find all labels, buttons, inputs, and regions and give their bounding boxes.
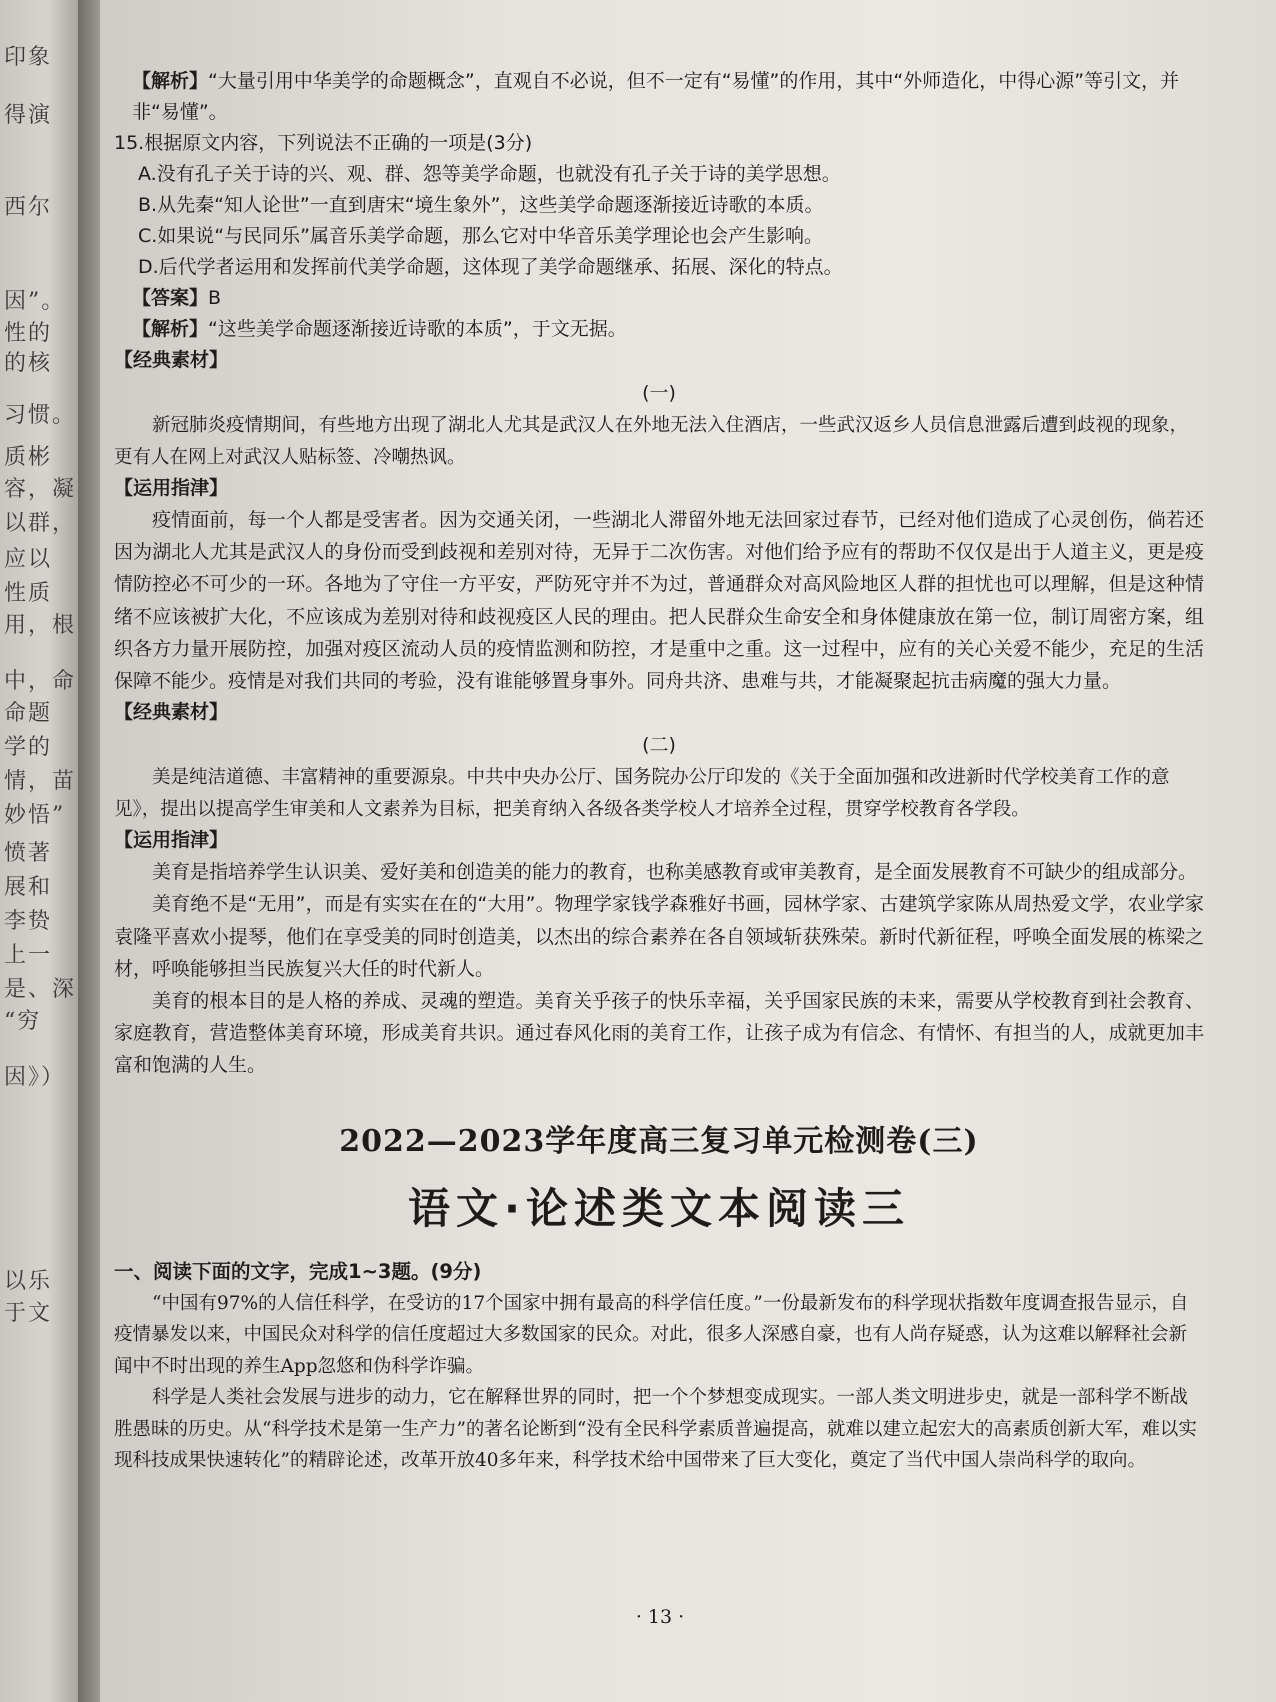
- material1-guide: 疫情面前，每一个人都是受害者。因为交通关闭，一些湖北人滞留外地无法回家过春节，已经对他们造成了心灵创伤，倘若还因为湖北人尤其是武汉人的身份而受到歧视和差别对待，无异于二次伤害。对他们给予应有的帮助不仅仅是出于人道主义，更是疫情防控必不可少的一环。各地为了守住一方平安，严防死守并不为过，普通群众对高风险地区人群的担忧也可以理解，但是这种情绪不应该被扩大化，不应该成为差别对待和歧视疫区人民的理由。把人民群众生命安全和身体健康放在第一位，制订周密方案，组织各方力量开展防控，加强对疫区流动人员的疫情监测和防控，才是重中之重。这一过程中，应有的关心关爱不能少，充足的生活保障不能少。疫情是对我们共同的考验，没有谁能够置身事外。同舟共济、患难与共，才能凝聚起抗击病魔的强大力量。: [114, 509, 1204, 693]
- section-heading: 一、阅读下面的文字，完成1~3题。(9分): [114, 1259, 482, 1283]
- previous-page-text-fragment: 命题: [4, 701, 53, 726]
- q15-stem: 15.根据原文内容，下列说法不正确的一项是(3分): [114, 132, 533, 154]
- material1-text: 新冠肺炎疫情期间，有些地方出现了湖北人尤其是武汉人在外地无法入住酒店，一些武汉返乡人员信息泄露后遭到歧视的现象，更有人在网上对武汉人贴标签、冷嘲热讽。: [114, 415, 1189, 468]
- previous-page-text-fragment: 应以: [4, 547, 53, 572]
- page: [100, 0, 1276, 1702]
- q15-answer: [114, 283, 1204, 314]
- q15-analysis: [114, 314, 1204, 345]
- previous-page-text-fragment: 习惯。: [4, 403, 77, 428]
- previous-page-text-fragment: 因》）: [4, 1065, 66, 1090]
- analysis-label: 【解析】: [132, 318, 209, 340]
- material2-tag: 【经典素材】: [114, 701, 229, 724]
- previous-page-text-fragment: 是、深: [4, 977, 77, 1002]
- passage-p1: “中国有97%的人信任科学，在受访的17个国家中拥有最高的科学信任度。”一份最新发布的科学现状指数年度调查报告显示，自疫情暴发以来，中国民众对科学的信任度超过大多数国家的民众。对此，很多人深感自豪，也有人尚存疑惑，认为这难以解释社会新闻中不时出现的养生App忽悠和伪科学诈骗。: [114, 1292, 1189, 1377]
- page-number: · 13 ·: [635, 1606, 685, 1628]
- previous-page-text-fragment: 中，命: [4, 669, 77, 694]
- material2-guide-tag: 【运用指津】: [114, 829, 229, 852]
- material1-guide-tag: 【运用指津】: [114, 477, 229, 499]
- previous-page-text-fragment: 学的: [4, 735, 53, 760]
- previous-page-text-fragment: 用，根: [4, 613, 77, 638]
- previous-page-text-fragment: 性质: [4, 581, 53, 606]
- passage-p2: 科学是人类社会发展与进步的动力，它在解释世界的同时，把一个个梦想变成现实。一部人类文明进步史，就是一部科学不断战胜愚昧的历史。从“科学技术是第一生产力”的著名论断到“没有全民科学素质普遍提高，就难以建立起宏大的高素质创新大军，难以实现科技成果快速转化”的精辟论述，改革开放40多年来，科学技术给中国带来了巨大变化，奠定了当代中国人崇尚科学的取向。: [114, 1387, 1197, 1472]
- material2-number: (二): [642, 734, 676, 757]
- exam-title: 2022—2023学年度高三复习单元检测卷(三): [339, 1123, 979, 1159]
- page-content: [114, 66, 1204, 1477]
- material1-tag: 【经典素材】: [114, 349, 229, 371]
- previous-page-text-fragment: 妙悟”: [4, 803, 66, 828]
- previous-page-text-fragment: 得演: [4, 103, 53, 128]
- analysis-text: “大量引用中华美学的命题概念”，直观自不必说，但不一定有“易懂”的作用，其中“外师造化，中得心源”等引文，并非“易懂”。: [132, 70, 1180, 123]
- previous-page-text-fragment: 因”。: [4, 289, 66, 314]
- material2-guide-p1: 美育是指培养学生认识美、爱好美和创造美的能力的教育，也称美感教育或审美教育，是全面发展教育不可缺少的组成部分。: [152, 861, 1198, 884]
- q15-option-a: A.没有孔子关于诗的兴、观、群、怨等美学命题，也就没有孔子关于诗的美学思想。: [138, 163, 841, 185]
- q15-option-b: B.从先秦“知人论世”一直到唐宋“境生象外”，这些美学命题逐渐接近诗歌的本质。: [138, 194, 824, 216]
- previous-page-edge: [0, 0, 78, 1702]
- previous-page-text-fragment: 于文: [4, 1301, 53, 1326]
- material2-guide-p3: 美育的根本目的是人格的养成、灵魂的塑造。美育关乎孩子的快乐幸福，关乎国家民族的未来，需要从学校教育到社会教育、家庭教育，营造整体美育环境，形成美育共识。通过春风化雨的美育工作，让孩子成为有信念、有情怀、有担当的人，成就更加丰富和饱满的人生。: [114, 990, 1204, 1077]
- previous-page-text-fragment: 的核: [4, 351, 53, 376]
- analysis-label: 【解析】: [132, 70, 209, 92]
- previous-page-text-fragment: 容，凝: [4, 477, 77, 502]
- answer-value: B: [208, 287, 222, 309]
- q15-option-c: C.如果说“与民同乐”属音乐美学命题，那么它对中华音乐美学理论也会产生影响。: [138, 225, 823, 247]
- q14-analysis: [114, 66, 1204, 128]
- q15-option-d: D.后代学者运用和发挥前代美学命题，这体现了美学命题继承、拓展、深化的特点。: [138, 256, 843, 278]
- book-gutter: [78, 0, 102, 1702]
- previous-page-text-fragment: 李贽: [4, 909, 53, 934]
- analysis-text: “这些美学命题逐渐接近诗歌的本质”，于文无据。: [208, 318, 627, 340]
- previous-page-text-fragment: 情，苗: [4, 769, 77, 794]
- previous-page-text-fragment: 上一: [4, 943, 53, 968]
- material2-text: 美是纯洁道德、丰富精神的重要源泉。中共中央办公厅、国务院办公厅印发的《关于全面加强和改进新时代学校美育工作的意见》，提出以提高学生审美和人文素养为目标，把美育纳入各级各类学校人才培养全过程，贯穿学校教育各学段。: [114, 767, 1170, 820]
- previous-page-text-fragment: 以群，: [4, 511, 77, 536]
- previous-page-text-fragment: 印象: [4, 45, 53, 70]
- material1-number: (一): [642, 382, 676, 404]
- material2-guide-p2: 美育绝不是“无用”，而是有实实在在的“大用”。物理学家钱学森雅好书画，园林学家、古建筑学家陈从周热爱文学，农业学家袁隆平喜欢小提琴，他们在享受美的同时创造美，以杰出的综合素养在各自领域斩获殊荣。新时代新征程，呼唤全面发展的栋梁之材，呼唤能够担当民族复兴大任的时代新人。: [114, 893, 1204, 980]
- answer-label: 【答案】: [132, 287, 209, 309]
- exam-subject: 语文·论述类文本阅读三: [408, 1183, 910, 1233]
- previous-page-text-fragment: 展和: [4, 875, 53, 900]
- previous-page-text-fragment: 质彬: [4, 445, 53, 470]
- previous-page-text-fragment: 性的: [4, 321, 53, 346]
- previous-page-text-fragment: “穷: [4, 1009, 42, 1034]
- previous-page-text-fragment: 以乐: [4, 1269, 53, 1294]
- previous-page-text-fragment: 愤著: [4, 841, 53, 866]
- previous-page-text-fragment: 西尔: [4, 195, 53, 220]
